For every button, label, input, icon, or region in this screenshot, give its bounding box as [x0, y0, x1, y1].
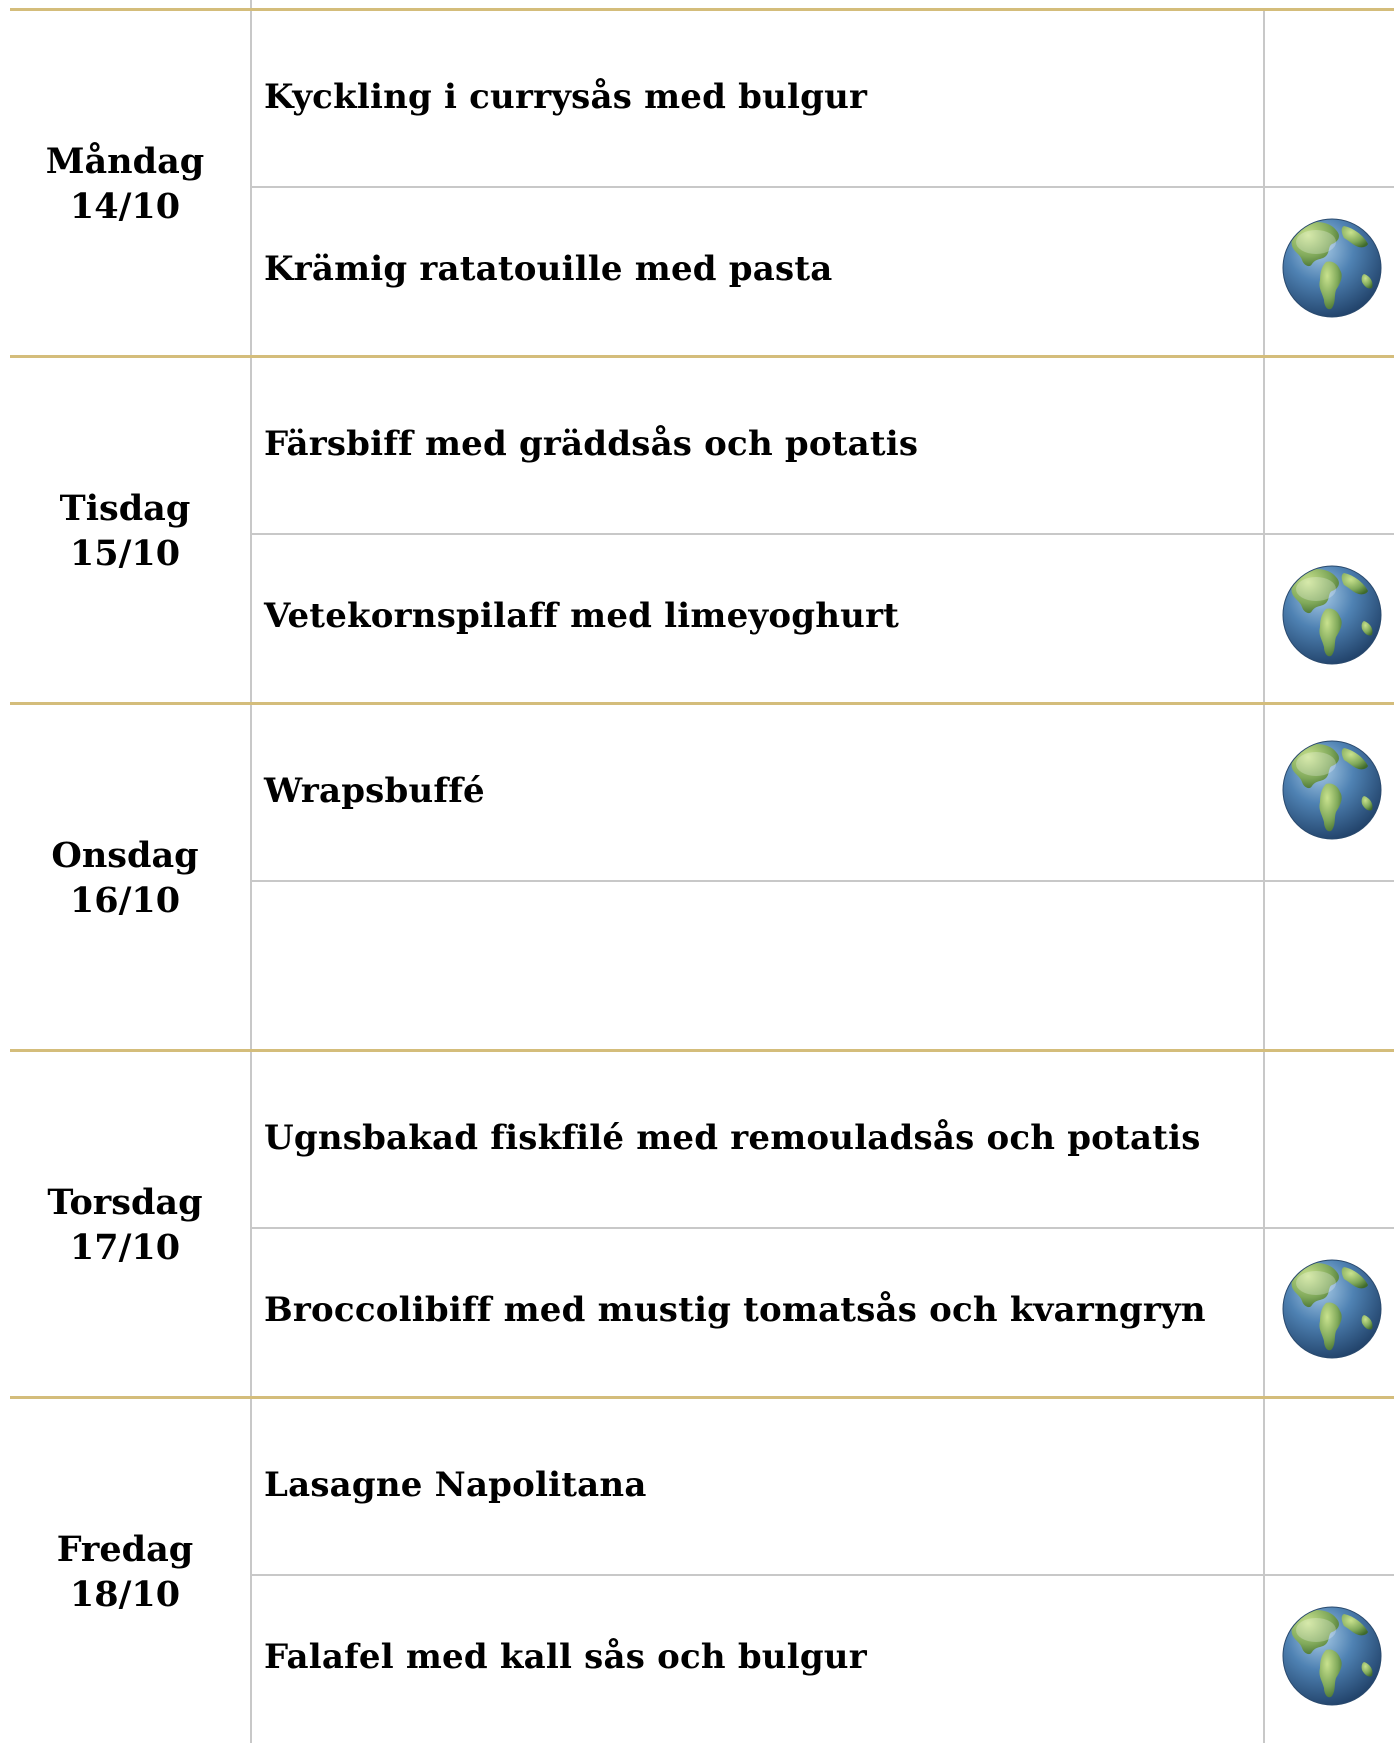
- globe-icon: [1282, 740, 1382, 840]
- day-label: [0, 8, 250, 355]
- dish-name: Falafel med kall sås och bulgur: [264, 1637, 867, 1677]
- day-block: [0, 702, 1394, 1049]
- globe-icon: [1282, 1259, 1382, 1359]
- dish-name: [264, 877, 1254, 1049]
- dish-name: Ugnsbakad fiskfilé med remouladsås och potatis: [264, 1118, 1201, 1158]
- dish-name: Kyckling i currysås med bulgur: [264, 77, 868, 117]
- dish-name: Broccolibiff med mustig tomatsås och kvarngryn: [264, 1290, 1206, 1330]
- globe-icon: [1282, 565, 1382, 665]
- dish-row: [252, 1052, 1394, 1224]
- dish-row: [252, 358, 1394, 530]
- dish-name: Krämig ratatouille med pasta: [264, 249, 833, 289]
- day-label: [0, 702, 250, 1049]
- day-name: Onsdag: [51, 834, 199, 876]
- dish-row: [252, 1571, 1394, 1743]
- day-name: Måndag: [45, 140, 205, 182]
- day-name: Tisdag: [59, 487, 191, 529]
- day-date: 14/10: [69, 185, 181, 227]
- day-date: 15/10: [69, 532, 181, 574]
- day-date: 18/10: [69, 1573, 181, 1615]
- dish-name: Wrapsbuffé: [264, 771, 485, 811]
- dish-row: [252, 1399, 1394, 1571]
- day-label: [0, 1396, 250, 1743]
- dish-name: Vetekornspilaff med limeyoghurt: [264, 596, 900, 636]
- dish-row: [252, 530, 1394, 702]
- day-block: [0, 355, 1394, 702]
- globe-icon: [1282, 1606, 1382, 1706]
- day-label: [0, 1049, 250, 1396]
- dish-row: [252, 11, 1394, 183]
- day-block: [0, 1396, 1394, 1743]
- dish-name: Lasagne Napolitana: [264, 1465, 647, 1505]
- day-label: [0, 355, 250, 702]
- globe-icon: [1282, 218, 1382, 318]
- day-block: [0, 1049, 1394, 1396]
- dish-row: [252, 705, 1394, 877]
- dish-row: [252, 877, 1394, 1049]
- day-date: 17/10: [69, 1226, 181, 1268]
- day-name: Torsdag: [47, 1181, 203, 1223]
- dish-row: [252, 1224, 1394, 1396]
- day-name: Fredag: [56, 1528, 194, 1570]
- dish-row: [252, 183, 1394, 355]
- day-date: 16/10: [69, 879, 181, 921]
- day-block: [0, 8, 1394, 355]
- dish-name: Färsbiff med gräddsås och potatis: [264, 424, 919, 464]
